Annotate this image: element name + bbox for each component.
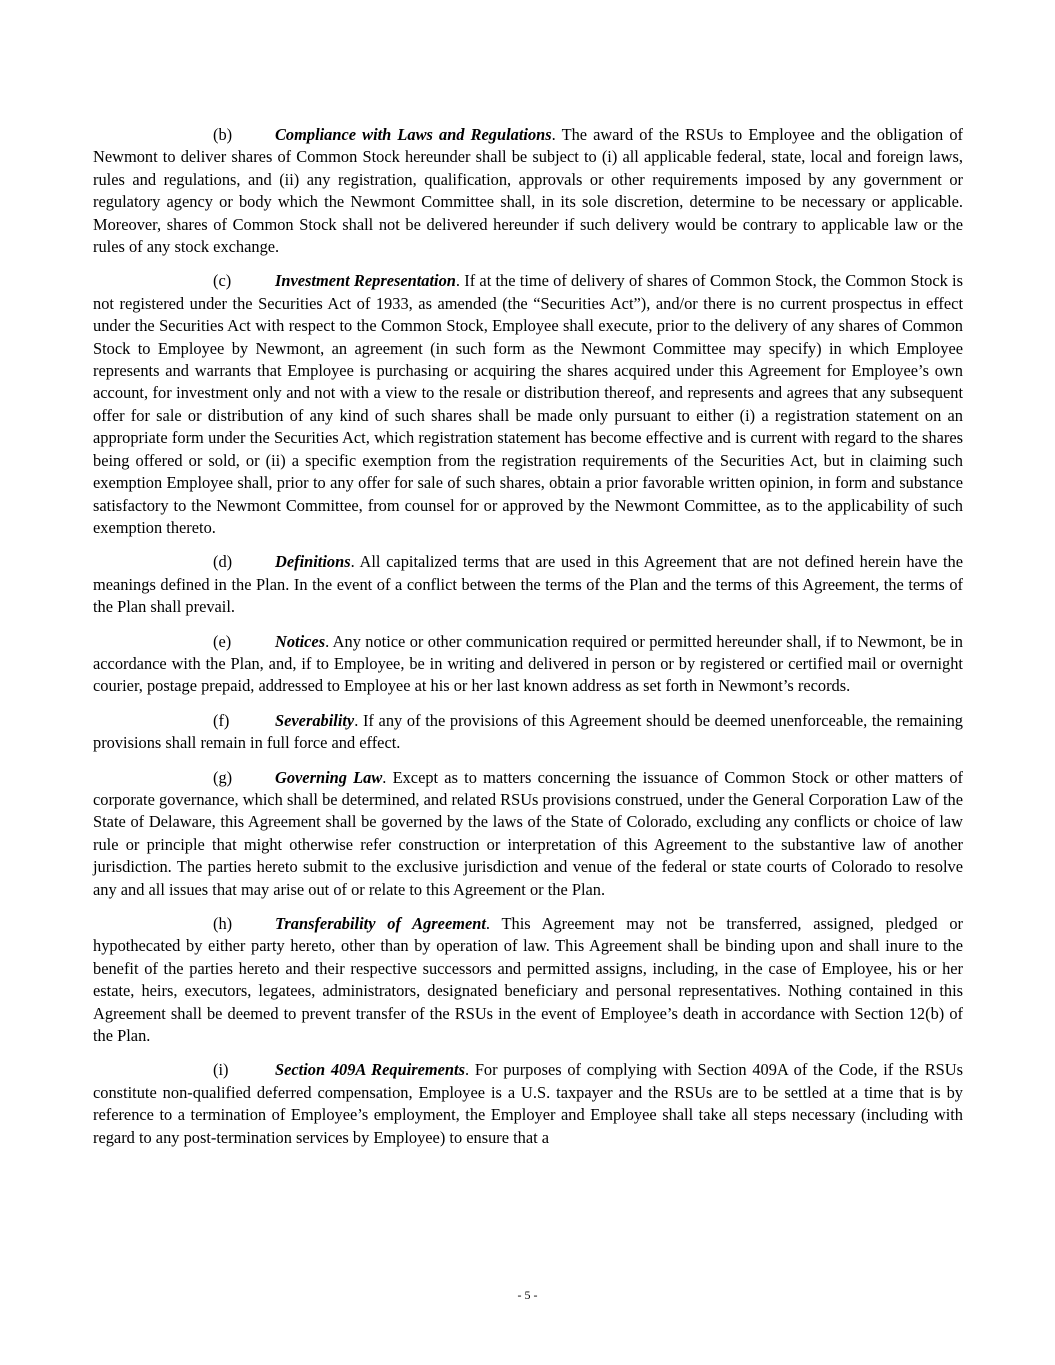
section-body: . If any of the provisions of this Agreement should be deemed unenforceable, the remaining provisions shall remain in full force and effect. (93, 710, 963, 753)
section-marker: (b) (213, 125, 233, 144)
section-d-definitions (93, 551, 963, 618)
section-g-governing-law (93, 767, 963, 901)
section-marker: (c) (213, 271, 232, 291)
section-marker: (h) (213, 914, 233, 933)
section-body: . For purposes of complying with Section 409A of the Code, if the RSUs constitute non-qualified deferred compensation, Employee is a U.S. taxpayer and the RSUs are to be settled at a time that is by reference to a termination of Employee’s employment, the Employer and Employee shall take all steps necessary (including with regard to any post-termination services by Employee) to ensure that a (93, 1060, 963, 1147)
section-marker: (e) (213, 631, 232, 651)
section-heading: Governing Law (275, 767, 383, 787)
section-e-notices (93, 631, 963, 698)
section-marker: (f) (213, 710, 230, 730)
section-f-severability (93, 710, 963, 755)
section-body: . Except as to matters concerning the issuance of Common Stock or other matters of corporate governance, which shall be determined, and related RSUs provisions construed, under the General Corporation Law of the State of Delaware, this Agreement shall be governed by the laws of the State of Colorado, excluding any conflicts or choice of law rule or principle that might otherwise refer construction or interpretation of this Agreement to the substantive law of another jurisdiction. The parties hereto submit to the exclusive jurisdiction and venue of the federal or state courts of Colorado to resolve any and all issues that may arise out of or relate to this Agreement or the Plan. (93, 767, 963, 899)
section-marker: (g) (213, 767, 233, 787)
section-h-transferability (93, 913, 963, 1047)
page-number: - 5 - (517, 1288, 538, 1302)
section-body: . All capitalized terms that are used in this Agreement that are not defined herein have the meanings defined in the Plan. In the event of a conflict between the terms of the Plan and the terms of this Agreement, the terms of the Plan shall prevail. (93, 552, 963, 617)
section-heading: Notices (275, 631, 326, 651)
section-heading: Severability (275, 710, 355, 730)
section-heading: Section 409A Requirements (275, 1060, 465, 1080)
section-b-compliance (93, 124, 963, 258)
document-page (93, 124, 963, 1161)
section-c-investment-representation (93, 270, 963, 539)
section-body: . Any notice or other communication required or permitted hereunder shall, if to Newmont, be in accordance with the Plan, and, if to Employee, be in writing and delivered in person or by registered or certified mail or overnight courier, postage prepaid, addressed to Employee at his or her last known address as set forth in Newmont’s records. (93, 631, 963, 696)
section-heading: Definitions (275, 552, 351, 572)
section-body: . This Agreement may not be transferred, assigned, pledged or hypothecated by either party hereto, other than by operation of law. This Agreement shall be binding upon and shall inure to the benefit of the parties hereto and their respective successors and permitted assigns, including, in the case of Employee, his or her estate, heirs, executors, legatees, administrators, designated beneficiary and personal representatives. Nothing contained in this Agreement shall be deemed to prevent transfer of the RSUs in the event of Employee’s death in accordance with Section 12(b) of the Plan. (93, 914, 963, 1046)
section-heading: Transferability of Agreement (275, 914, 486, 933)
section-heading: Compliance with Laws and Regulations (275, 125, 552, 144)
section-body: . The award of the RSUs to Employee and the obligation of Newmont to deliver shares of Common Stock hereunder shall be subject to (i) all applicable federal, state, local and foreign laws, rules and regulations, and (ii) any registration, qualification, approvals or other requirements imposed by any government or regulatory agency or body which the Newmont Committee shall, in its sole discretion, determine to be necessary or applicable. Moreover, shares of Common Stock shall not be delivered hereunder if such delivery would be contrary to applicable law or the rules of any stock exchange. (93, 125, 963, 257)
section-i-409a-requirements (93, 1059, 963, 1149)
section-body: . If at the time of delivery of shares of Common Stock, the Common Stock is not registered under the Securities Act of 1933, as amended (the “Securities Act”), and/or there is no current prospectus in effect under the Securities Act with respect to the Common Stock, Employee shall execute, prior to the delivery of any shares of Common Stock to Employee by Newmont, an agreement (in such form as the Newmont Committee may specify) in which Employee represents and warrants that Employee is purchasing or acquiring the shares acquired under this Agreement for Employee’s own account, for investment only and not with a view to the resale or distribution thereof, and represents and agrees that any subsequent offer for sale or distribution of any kind of such shares shall be made only pursuant to either (i) a registration statement on an appropriate form under the Securities Act, which registration statement has become effective and is current with regard to the shares being offered or sold, or (ii) a specific exemption from the registration requirements of the Securities Act, but in claiming such exemption Employee shall, prior to any offer for sale of such shares, obtain a prior favorable written opinion, in form and substance satisfactory to the Newmont Committee, from counsel for or approved by the Newmont Committee, as to the applicability of such exemption thereto. (93, 271, 963, 537)
section-marker: (d) (213, 552, 233, 572)
section-heading: Investment Representation (275, 271, 456, 291)
section-marker: (i) (213, 1060, 229, 1080)
